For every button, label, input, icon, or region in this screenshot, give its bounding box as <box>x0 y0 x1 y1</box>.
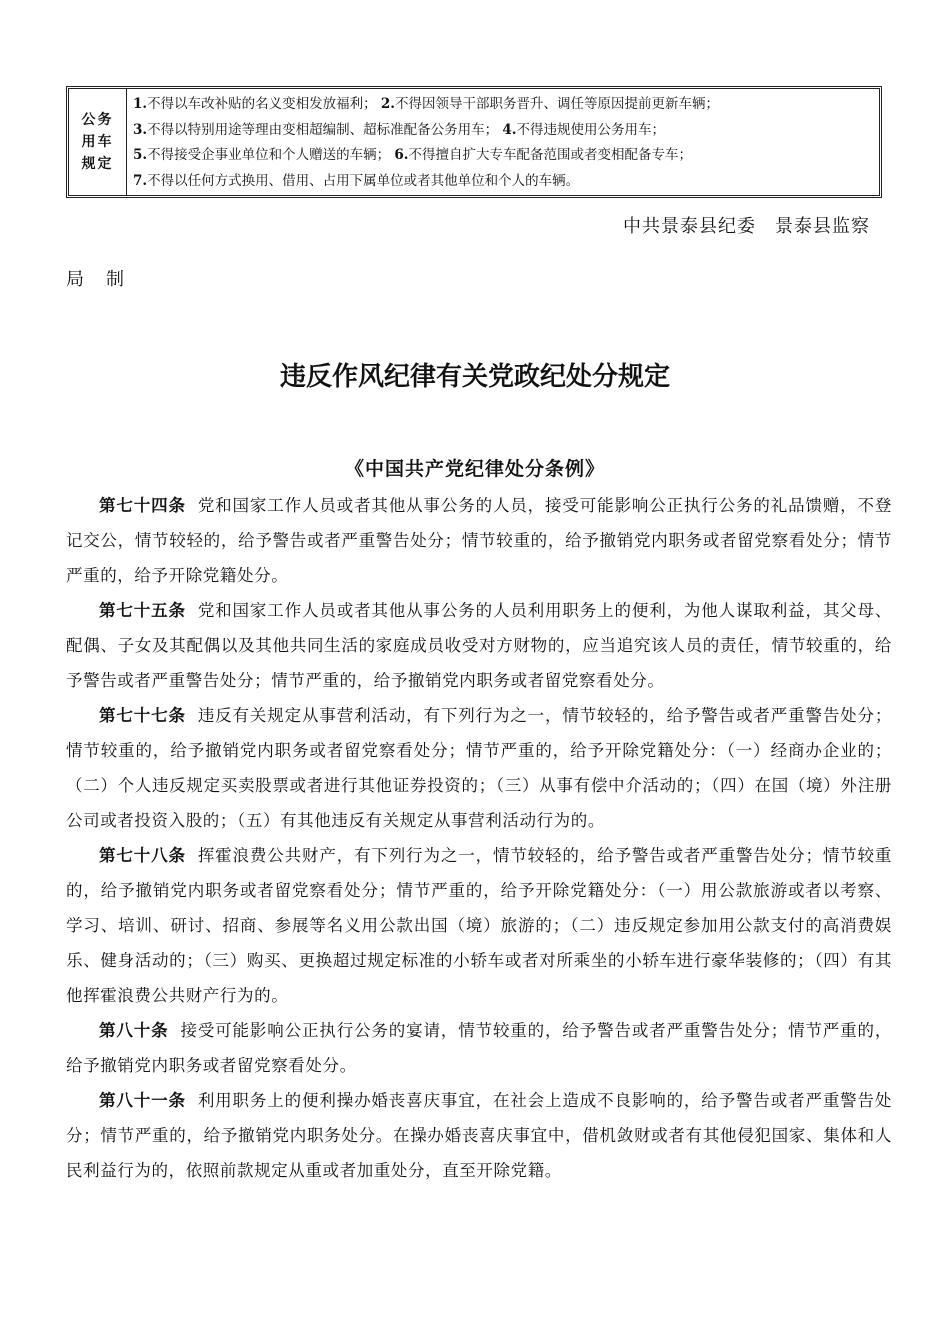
article-paragraph <box>66 593 892 698</box>
rule-text: 不得接受企事业单位和个人赠送的车辆； <box>147 147 391 163</box>
article-number: 第七十四条 <box>99 496 186 515</box>
article-text: 党和国家工作人员或者其他从事公务的人员，接受可能影响公正执行公务的礼品馈赠，不登记交公，情节较轻的，给予警告或者严重警告处分；情节较重的，给予撤销党内职务或者留党察看处分；情节严重的，给予开除党籍处分。 <box>66 496 893 585</box>
article-paragraph <box>66 838 892 1013</box>
rule-text: 不得以车改补贴的名义变相发放福利； <box>147 96 377 112</box>
article-paragraph <box>66 488 892 593</box>
rules-label: 公务用车规定 <box>81 112 114 172</box>
issuer-line-1: 中共景泰县纪委 景泰县监察 <box>623 216 870 237</box>
rule-number: 4. <box>502 121 517 138</box>
article-paragraph <box>66 1083 892 1188</box>
rule-number: 1. <box>133 96 148 112</box>
rule-line <box>133 169 879 195</box>
article-paragraph <box>66 1013 892 1083</box>
article-text: 挥霍浪费公共财产，有下列行为之一，情节较轻的，给予警告或者严重警告处分；情节较重的，给予撤销党内职务或者留党察看处分；情节严重的，给予开除党籍处分：（一）用公款旅游或者以考察、学习、培训、研讨、招商、参展等名义用公款出国（境）旅游的；（二）违反规定参加用公款支付的高消费娱乐、健身活动的；（三）购买、更换超过规定标准的小轿车或者对所乘坐的小轿车进行豪华装修的；（四）有其他挥霍浪费公共财产行为的。 <box>66 846 893 1005</box>
vehicle-rules-box <box>66 86 882 198</box>
rules-list <box>127 89 879 195</box>
rule-line <box>133 92 879 118</box>
rule-line <box>133 143 879 169</box>
rule-text: 不得违规使用公务用车； <box>516 121 665 138</box>
rule-number: 2. <box>380 96 395 112</box>
regulation-subtitle: 《中国共产党纪律处分条例》 <box>344 458 605 480</box>
article-text: 接受可能影响公正执行公务的宴请，情节较重的，给予警告或者严重警告处分；情节严重的，给予撤销党内职务或者留党察看处分。 <box>66 1021 892 1075</box>
rule-number: 6. <box>394 147 409 163</box>
page-title: 违反作风纪律有关党政纪处分规定 <box>279 362 670 392</box>
article-number: 第七十五条 <box>99 601 186 620</box>
article-text: 党和国家工作人员或者其他从事公务的人员利用职务上的便利，为他人谋取利益，其父母、配偶、子女及其配偶以及其他共同生活的家庭成员收受对方财物的，应当追究该人员的责任，情节较重的，给予警告或者严重警告处分；情节严重的，给予撤销党内职务或者留党察看处分。 <box>66 601 893 690</box>
rule-number: 7. <box>133 172 148 189</box>
rule-text: 不得以特别用途等理由变相超编制、超标准配备公务用车； <box>147 121 499 138</box>
articles-list <box>66 488 892 1188</box>
article-number: 第七十七条 <box>99 706 186 725</box>
article-number: 第八十一条 <box>99 1091 186 1110</box>
article-text: 利用职务上的便利操办婚丧喜庆事宜，在社会上造成不良影响的，给予警告或者严重警告处分；情节严重的，给予撤销党内职务处分。在操办婚丧喜庆事宜中，借机敛财或者有其他侵犯国家、集体和人民利益行为的，依照前款规定从重或者加重处分，直至开除党籍。 <box>66 1091 893 1180</box>
rules-label-cell <box>69 89 127 195</box>
rule-line <box>133 118 879 144</box>
article-text: 违反有关规定从事营利活动，有下列行为之一，情节较轻的，给予警告或者严重警告处分；情节较重的，给予撤销党内职务或者留党察看处分；情节严重的，给予开除党籍处分：（一）经商办企业的；（二）个人违反规定买卖股票或者进行其他证券投资的；（三）从事有偿中介活动的；（四）在国（境）外注册公司或者投资入股的；（五）有其他违反有关规定从事营利活动行为的。 <box>66 706 893 830</box>
article-number: 第七十八条 <box>99 846 186 865</box>
issuer-line-2: 局制 <box>66 269 146 290</box>
rule-text: 不得擅自扩大专车配备范围或者变相配备专车； <box>408 147 692 163</box>
rule-text: 不得因领导干部职务晋升、调任等原因提前更新车辆； <box>394 96 719 112</box>
article-number: 第八十条 <box>99 1021 169 1040</box>
article-paragraph <box>66 698 892 838</box>
rule-number: 5. <box>133 147 148 163</box>
rule-text: 不得以任何方式换用、借用、占用下属单位或者其他单位和个人的车辆。 <box>147 172 580 189</box>
rule-number: 3. <box>133 121 148 138</box>
